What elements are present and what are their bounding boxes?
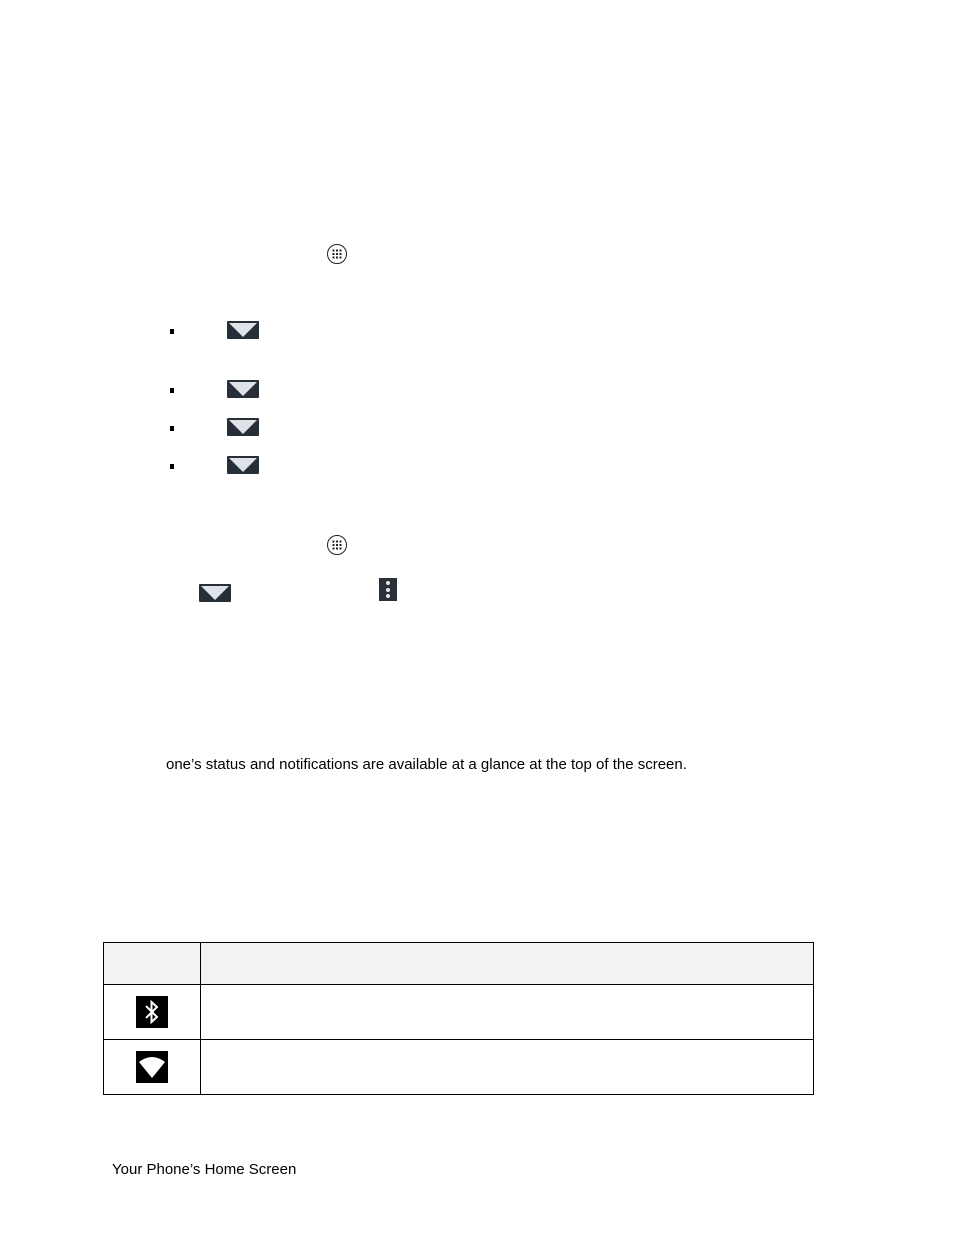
dropdown-arrow-icon xyxy=(227,456,259,474)
table-cell-status xyxy=(201,985,814,1040)
table-header-status xyxy=(201,943,814,985)
overflow-menu-icon xyxy=(379,578,397,601)
footer-section-title: Your Phone’s Home Screen xyxy=(112,1161,297,1178)
table-cell-status xyxy=(201,1040,814,1095)
table-header-icon xyxy=(104,943,201,985)
table-cell-icon xyxy=(104,1040,201,1095)
wifi-icon xyxy=(136,1051,168,1083)
body-paragraph: one’s status and notifications are available at a glance at the top of the screen. xyxy=(166,756,687,773)
list-bullet xyxy=(170,329,174,334)
dropdown-arrow-icon xyxy=(227,418,259,436)
table-header-row xyxy=(104,943,814,985)
list-bullet xyxy=(170,464,174,469)
bluetooth-icon xyxy=(136,996,168,1028)
table-cell-icon xyxy=(104,985,201,1040)
apps-grid-icon xyxy=(327,244,347,264)
table-row xyxy=(104,985,814,1040)
dropdown-arrow-icon xyxy=(199,584,231,602)
dropdown-arrow-icon xyxy=(227,380,259,398)
dropdown-arrow-icon xyxy=(227,321,259,339)
status-icons-table xyxy=(103,942,814,1095)
apps-grid-icon xyxy=(327,535,347,555)
list-bullet xyxy=(170,388,174,393)
list-bullet xyxy=(170,426,174,431)
table-row xyxy=(104,1040,814,1095)
